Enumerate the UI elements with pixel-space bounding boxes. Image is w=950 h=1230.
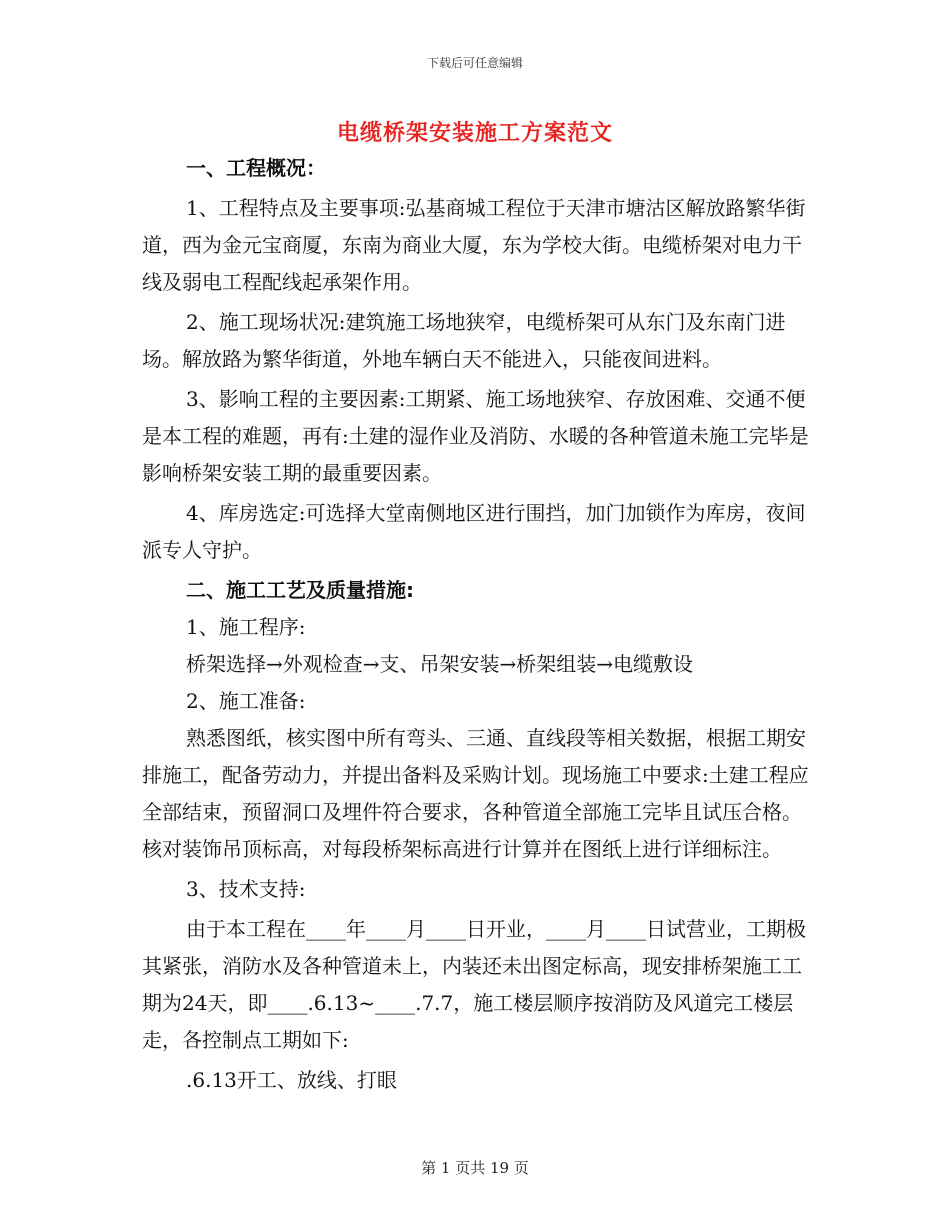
paragraph-preparation-title: 2、施工准备: [186, 689, 306, 713]
paragraph-preparation-body: 熟悉图纸，核实图中所有弯头、三通、直线段等相关数据，根据工期安排施工，配备劳动力，并提出备料及采购计划。现场施工中要求:土建工程应全部结束，预留洞口及埋件符合要求，各种管道全部施工完毕且试压合格。核对装饰吊顶标高，对每段桥架标高进行计算并在图纸上进行详细标注。 [142, 726, 809, 861]
section-heading-overview: 一、工程概况： [186, 156, 326, 180]
paragraph-procedure-flow: 桥架选择→外观检查→支、吊架安装→桥架组装→电缆敷设 [186, 652, 694, 676]
paragraph-tech-support-title: 3、技术支持: [186, 877, 306, 901]
page-header-note: 下载后可任意编辑 [426, 56, 523, 70]
paragraph-site-conditions: 2、施工现场状况:建筑施工场地狭窄，电缆桥架可从东门及东南门进场。解放路为繁华街道，外地车辆白天不能进入，只能夜间进料。 [142, 310, 786, 371]
document-title: 电缆桥架安装施工方案范文 [336, 120, 613, 146]
document-body [142, 150, 812, 1099]
paragraph-main-factors: 3、影响工程的主要因素:工期紧、施工场地狭窄、存放困难、交通不便是本工程的难题，再有:土建的湿作业及消防、水暖的各种管道未施工完毕是影响桥架安装工期的最重要因素。 [142, 387, 809, 485]
page-footer: 第 1 页共 19 页 [421, 1159, 529, 1177]
paragraph-tech-support-body: 由于本工程在____年____月____日开业，____月____日试营业，工期极其紧张，消防水及各种管道未上，内装还未出图定标高，现安排桥架施工工期为24天，即____.6.13~____.7.7，施工楼层顺序按消防及风道完工楼层走，各控制点工期如下: [142, 917, 806, 1052]
paragraph-warehouse: 4、库房选定:可选择大堂南侧地区进行围挡，加门加锁作为库房，夜间派专人守护。 [142, 501, 806, 562]
paragraph-procedure-title: 1、施工程序: [186, 615, 306, 639]
section-heading-process: 二、施工工艺及质量措施: [186, 578, 414, 602]
paragraph-schedule-start: .6.13开工、放线、打眼 [186, 1068, 397, 1092]
paragraph-project-features: 1、工程特点及主要事项:弘基商城工程位于天津市塘沽区解放路繁华街道，西为金元宝商厦，东南为商业大厦，东为学校大街。电缆桥架对电力干线及弱电工程配线起承架作用。 [142, 196, 806, 294]
